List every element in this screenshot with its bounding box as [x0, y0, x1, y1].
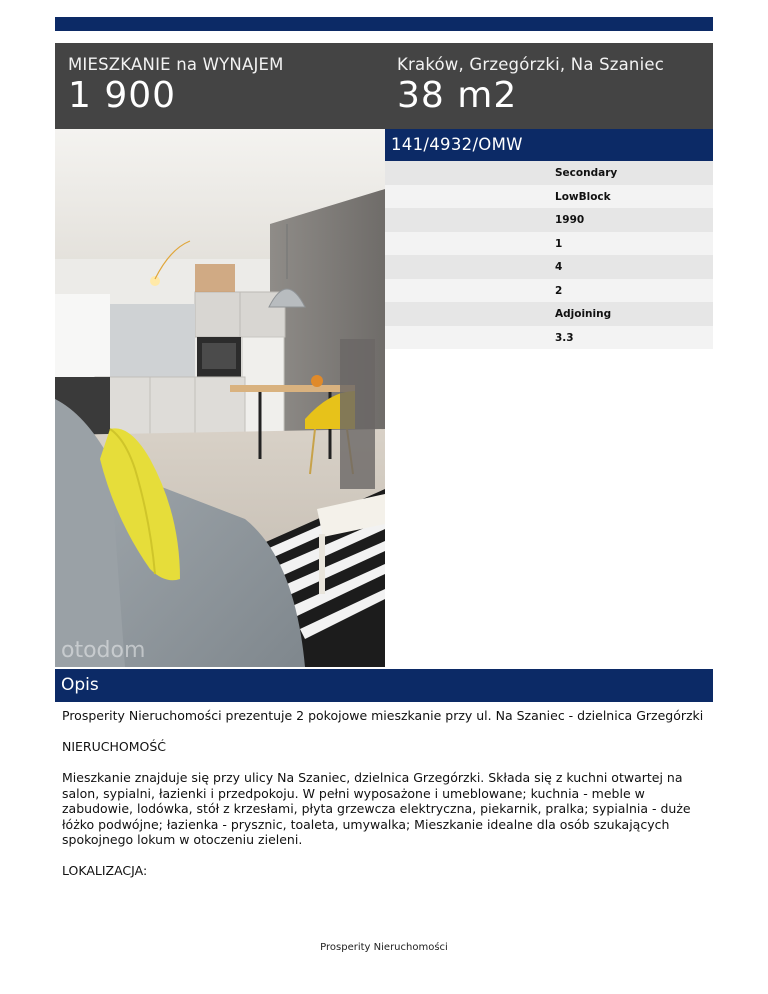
- description: [62, 708, 710, 894]
- description-heading-property: NIERUCHOMOŚĆ: [62, 739, 167, 754]
- footer-company: Prosperity Nieruchomości: [320, 942, 448, 953]
- top-accent-bar: [55, 17, 713, 31]
- param-row: Secondary: [385, 161, 713, 185]
- area: 38 m2: [397, 75, 518, 116]
- location: Kraków, Grzegórzki, Na Szaniec: [397, 55, 664, 74]
- param-row: LowBlock: [385, 185, 713, 209]
- param-row: 2: [385, 279, 713, 303]
- description-property-text: Mieszkanie znajduje się przy ulicy Na Szaniec, dzielnica Grzegórzki. Składa się z kuchni otwartej na salon, sypialni, łazienki i przedpokoju. W pełni wyposażone i umeblowane; kuchnia - meble w zabudowie, lodówka, stół z krzesłami, płyta grzewcza elektryczna, piekarnik, pralka; sypialnia - duże łóżko podwójne; łazienka - prysznic, toaleta, umywalka; Mieszkanie idealne dla osób szukających spokojnego lokum w otoczeniu zieleni.: [62, 770, 691, 847]
- param-row: Adjoining: [385, 302, 713, 326]
- photo-watermark: otodom: [61, 638, 146, 663]
- reference-number: 141/4932/OMW: [385, 129, 713, 161]
- params-table: [385, 161, 713, 349]
- param-row: 1: [385, 232, 713, 256]
- param-row: 1990: [385, 208, 713, 232]
- listing-header: [55, 43, 713, 129]
- offer-type: MIESZKANIE na WYNAJEM: [68, 55, 284, 74]
- section-title: Opis: [55, 669, 713, 702]
- description-heading-location: LOKALIZACJA:: [62, 863, 148, 878]
- param-row: 4: [385, 255, 713, 279]
- description-intro: Prosperity Nieruchomości prezentuje 2 pokojowe mieszkanie przy ul. Na Szaniec - dzielnica Grzegórzki: [62, 708, 704, 723]
- param-row: 3.3: [385, 326, 713, 350]
- apartment-photo-image: [55, 129, 385, 667]
- price: 1 900: [68, 75, 177, 116]
- apartment-photo: [55, 129, 385, 667]
